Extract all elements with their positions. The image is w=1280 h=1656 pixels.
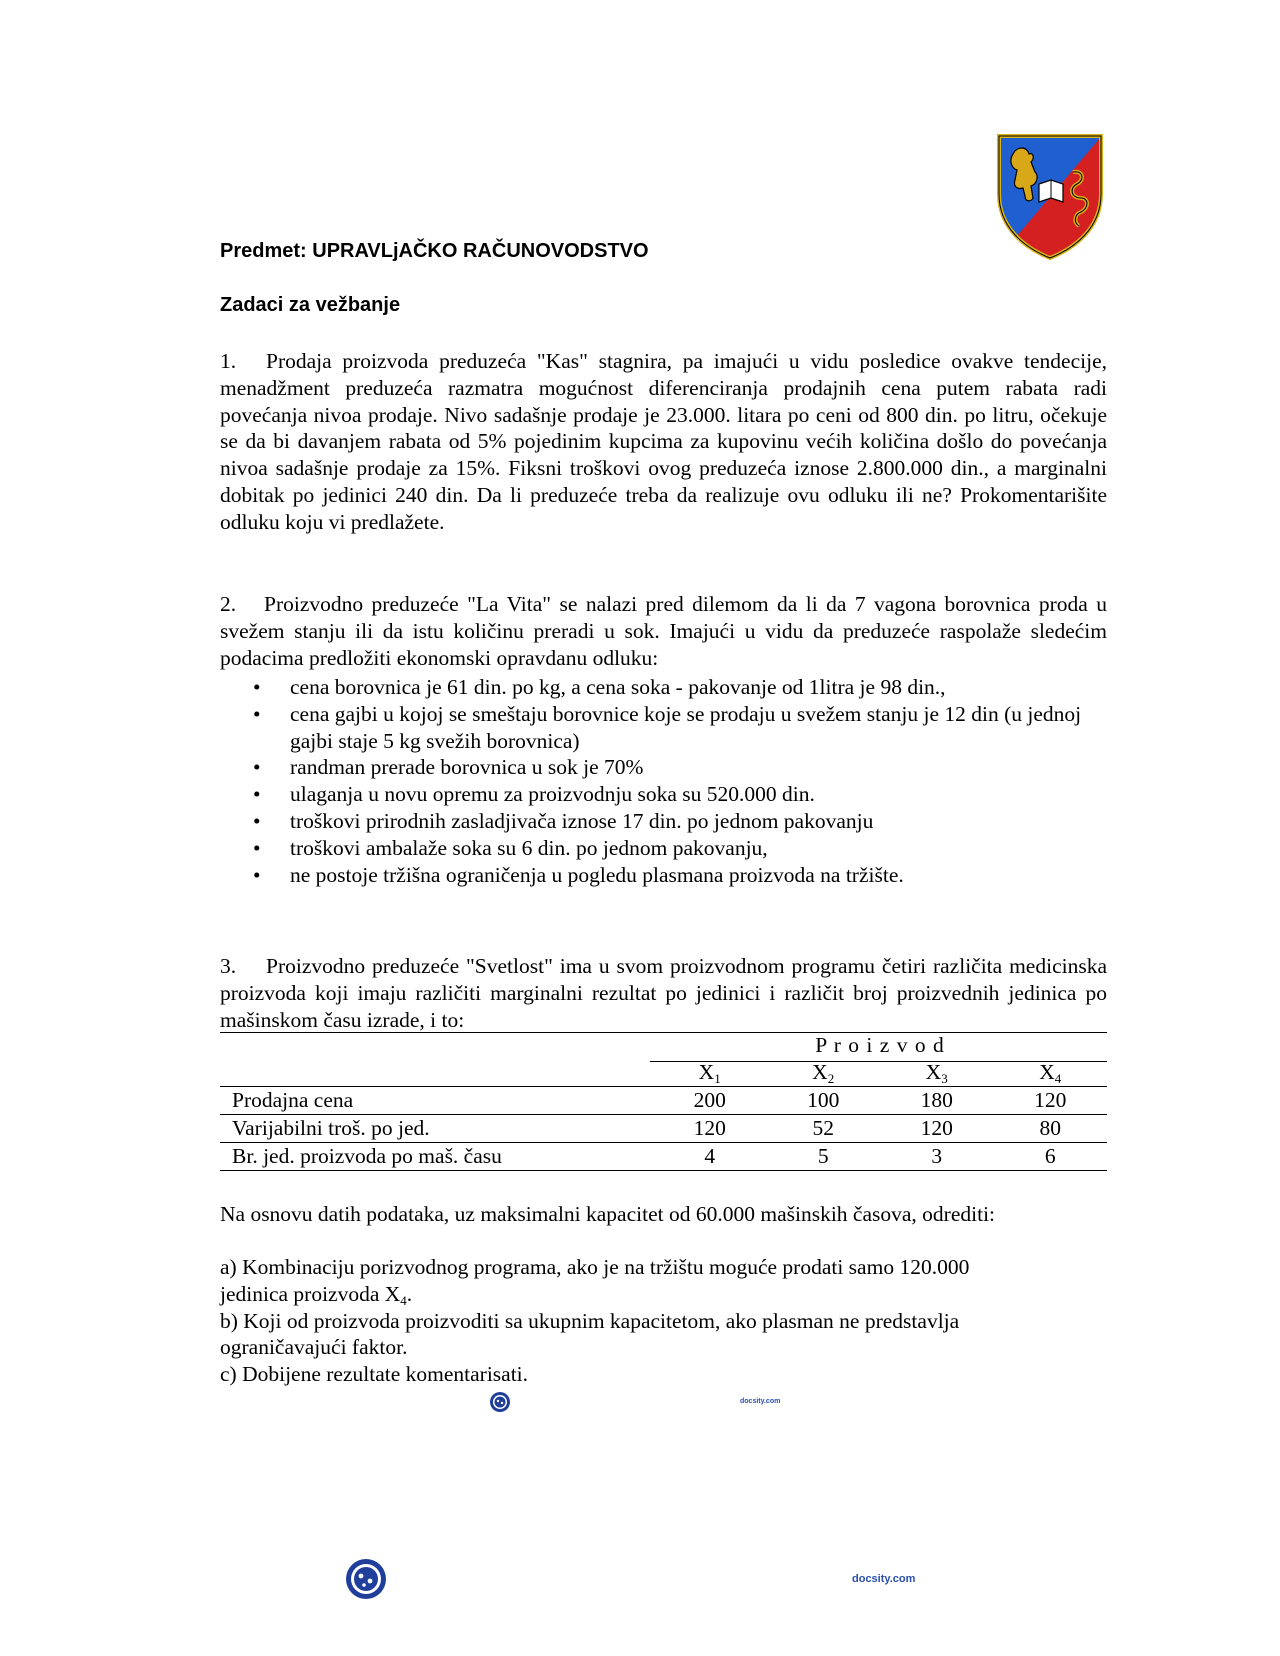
table-header-row: [220, 1059, 1107, 1087]
table-cell: 5: [766, 1143, 880, 1171]
row-label: Varijabilni troš. po jed.: [220, 1115, 653, 1143]
task-3: [220, 953, 1107, 1033]
row-label: Prodajna cena: [220, 1087, 653, 1115]
task-3-text: Proizvodno preduzeće "Svetlost" ima u svom proizvodnom programu četiri različita medicinska proizvoda koji imaju različiti marginalni rezultat po jedinici i različit broj proizvednih jedinica po mašinskom času izrade, i to:: [220, 954, 1107, 1032]
bullet-icon: •: [253, 835, 261, 860]
column-header-x1: $X_1$: [653, 1059, 767, 1087]
question-a-line-2: jedinica proizvoda $X_4$.: [220, 1281, 413, 1308]
row-label: Br. jed. proizvoda po maš. času: [220, 1143, 653, 1171]
list-item: • cena borovnica je 61 din. po kg, a cena soka - pakovanje od 1litra je 98 din.,: [253, 675, 946, 699]
task-3-intro: Na osnovu datih podataka, uz maksimalni kapacitet od 60.000 mašinskih časova, odrediti:: [220, 1202, 996, 1226]
bullet-icon: •: [253, 755, 261, 780]
list-item: • troškovi prirodnih zasladjivača iznose 17 din. po jednom pakovanju: [253, 808, 874, 833]
task-2: [220, 591, 1107, 671]
table-cell: 120: [653, 1115, 767, 1143]
task-2-conditions-list: [220, 674, 1107, 888]
bullet-icon: •: [253, 675, 261, 699]
table-row: [220, 1115, 1107, 1143]
bullet-icon: •: [253, 862, 261, 887]
table-cell: 6: [993, 1143, 1107, 1171]
column-header-x3: $X_3$: [880, 1059, 994, 1087]
docsity-footer-watermark: docsity.com: [852, 1573, 916, 1585]
table-cell: 180: [880, 1087, 994, 1115]
list-item: • randman prerade borovnica u sok je 70%: [253, 755, 644, 780]
list-item: • ne postoje tržišna ograničenja u pogledu plasmana proizvoda na tržište.: [253, 862, 904, 887]
crest-emblem: [995, 132, 1105, 262]
table-cell: 200: [653, 1087, 767, 1115]
question-b-line-1: b) Koji od proizvoda proizvoditi sa ukupnim kapacitetom, ako plasman ne predstavlja: [220, 1308, 960, 1333]
table-cell: 100: [766, 1087, 880, 1115]
bullet-icon: •: [253, 701, 261, 726]
bullet-icon: •: [253, 782, 261, 807]
table-group-header-row: [220, 1032, 1107, 1059]
exercises-heading: Zadaci za vežbanje: [220, 294, 401, 316]
table-row: [220, 1087, 1107, 1115]
task-2-number: 2.: [220, 592, 237, 616]
docsity-logo-icon: [490, 1392, 510, 1412]
subject-heading: Predmet: UPRAVLjAČKO RAČUNOVODSTVO: [220, 240, 649, 262]
list-item: • ulaganja u novu opremu za proizvodnju soka su 520.000 din.: [253, 782, 815, 807]
task-3-number: 3.: [220, 954, 237, 978]
question-a-line-1: a) Kombinaciju porizvodnog programa, ako je na tržištu moguće prodati samo 120.000: [220, 1255, 970, 1279]
question-b-line-2: ograničavajući faktor.: [220, 1335, 408, 1360]
table-cell: 4: [653, 1143, 767, 1171]
table-cell: 80: [993, 1115, 1107, 1143]
task-1-number: 1.: [220, 349, 237, 373]
question-c: c) Dobijene rezultate komentarisati.: [220, 1362, 529, 1387]
list-item: • cena gajbi u kojoj se smeštaju borovnice koje se prodaju u svežem stanju je 12 din (u jednoj gajbi staje 5 kg svežih borovnica): [253, 701, 1082, 753]
docsity-footer-logo-icon: [346, 1559, 386, 1599]
table-row: [220, 1143, 1107, 1171]
task-3-questions: [220, 1254, 1107, 1388]
products-group-header: P r o i z v o d: [815, 1033, 945, 1057]
bullet-icon: •: [253, 808, 261, 833]
column-header-x2: $X_2$: [766, 1059, 880, 1087]
column-header-x4: $X_4$: [993, 1059, 1107, 1087]
task-1: [220, 348, 1107, 536]
table-cell: 120: [880, 1115, 994, 1143]
task-2-text: Proizvodno preduzeće "La Vita" se nalazi pred dilemom da li da 7 vagona borovnica proda u svežem stanju ili da istu količinu preradi u sok. Imajući u vidu da preduzeće raspolaže sledećim podacima predložiti ekonomski opravdanu odluku:: [220, 592, 1107, 670]
docsity-watermark-small: docsity.com: [740, 1398, 781, 1405]
table-cell: 52: [766, 1115, 880, 1143]
products-table: [220, 1032, 1107, 1171]
task-1-text: Prodaja proizvoda preduzeća "Kas" stagnira, pa imajući u vidu posledice ovakve tendecije, menadžment preduzeća razmatra mogućnost diferenciranja prodajnih cena putem rabata radi povećanja nivoa prodaje. Nivo sadašnje prodaje je 23.000. litara po ceni od 800 din. po litru, očekuje se da bi davanjem rabata od 5% pojedinim kupcima za kupovinu većih količina došlo do povećanja nivoa sadašnje prodaje za 15%. Fiksni troškovi ovog preduzeća iznose 2.800.000 din., a marginalni dobitak po jedinici 240 din. Da li preduzeće treba da realizuje ovu odluku ili ne? Prokomentarišite odluku koju vi predlažete.: [220, 349, 1107, 534]
list-item: • troškovi ambalaže soka su 6 din. po jednom pakovanju,: [253, 835, 768, 860]
table-cell: 120: [993, 1087, 1107, 1115]
table-cell: 3: [880, 1143, 994, 1171]
